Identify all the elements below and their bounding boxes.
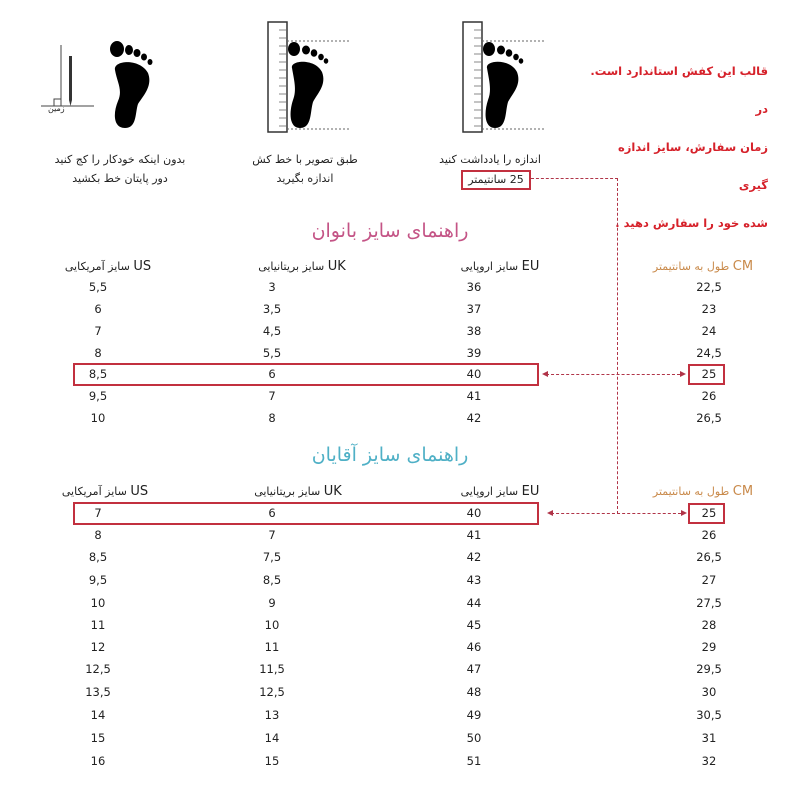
footprint-icon xyxy=(105,38,165,133)
table-cell: 8 xyxy=(94,528,102,542)
table-cell: 29,5 xyxy=(696,662,722,676)
table-cell: 41 xyxy=(466,389,482,403)
table-cell: 31 xyxy=(701,731,717,745)
table-cell: 47 xyxy=(466,662,482,676)
table-cell: 10 xyxy=(90,411,106,425)
step3-caption: اندازه را یادداشت کنید xyxy=(439,153,541,166)
table-cell: 8,5 xyxy=(88,367,108,381)
table-cell: سایز اروپایی xyxy=(460,260,519,273)
table-cell: 42 xyxy=(466,550,482,564)
table-cell: 8,5 xyxy=(262,573,282,587)
table-cell: 8 xyxy=(268,411,276,425)
table-cell: 10 xyxy=(264,618,280,632)
table-cell: زمان سفارش، سایز اندازه گیری xyxy=(618,140,768,192)
table-cell: 6 xyxy=(268,506,276,520)
table-cell: 14 xyxy=(90,708,106,722)
table-cell: 24 xyxy=(701,324,717,338)
table-cell: 51 xyxy=(466,754,482,768)
table-cell: 12 xyxy=(90,640,106,654)
pen-tracing-icon xyxy=(36,40,96,120)
table-cell: UK xyxy=(323,484,342,499)
table-cell: 26,5 xyxy=(696,411,722,425)
ruler-foot-icon xyxy=(460,20,545,135)
table-cell: طول به سانتیمتر xyxy=(652,260,730,273)
table-cell: 4,5 xyxy=(262,324,282,338)
table-cell: EU xyxy=(521,484,540,499)
table-cell: CM xyxy=(732,484,754,499)
table-cell: 50 xyxy=(466,731,482,745)
table-cell: 26 xyxy=(701,389,717,403)
table-cell: 37 xyxy=(466,302,482,316)
table-cell: 24,5 xyxy=(696,346,722,360)
table-cell: 3,5 xyxy=(262,302,282,316)
table-cell: US xyxy=(130,484,149,499)
step1-caption xyxy=(30,150,210,188)
arrow-left-icon xyxy=(542,371,548,377)
measurement-box: 25 سانتیمتر xyxy=(461,170,531,190)
table-cell: 5,5 xyxy=(88,280,108,294)
table-cell: سایز اروپایی xyxy=(460,485,519,498)
table-cell: 6 xyxy=(268,367,276,381)
arrow-left-icon xyxy=(547,510,553,516)
table-cell: 40 xyxy=(466,506,482,520)
header-us xyxy=(58,259,158,274)
table-cell: 25 xyxy=(701,506,717,520)
table-cell: 14 xyxy=(264,731,280,745)
table-cell: 45 xyxy=(466,618,482,632)
table-cell: 10 xyxy=(90,596,106,610)
table-cell: 8,5 xyxy=(88,550,108,564)
header-cm xyxy=(648,259,758,274)
table-cell: 5,5 xyxy=(262,346,282,360)
table-cell: 15 xyxy=(264,754,280,768)
table-cell: 12,5 xyxy=(259,685,285,699)
table-cell: 11 xyxy=(90,618,106,632)
header-cm xyxy=(648,484,758,499)
table-cell: 26,5 xyxy=(696,550,722,564)
connector-line xyxy=(531,178,618,179)
connector-line xyxy=(546,374,680,375)
table-cell: 7 xyxy=(268,528,276,542)
table-cell: 36 xyxy=(466,280,482,294)
table-cell: اندازه بگیرید xyxy=(276,172,334,185)
table-cell: CM xyxy=(732,259,754,274)
table-cell: سایز بریتانیایی xyxy=(258,260,325,273)
table-cell: 9,5 xyxy=(88,573,108,587)
table-cell: 15 xyxy=(90,731,106,745)
table-cell: 28 xyxy=(701,618,717,632)
table-cell: 6 xyxy=(94,302,102,316)
table-cell: US xyxy=(133,259,152,274)
table-cell: 27 xyxy=(701,573,717,587)
table-cell: سایز آمریکایی xyxy=(61,485,127,498)
ground-label: زمین xyxy=(48,104,65,113)
women-size-guide-title: راهنمای سایز بانوان xyxy=(311,220,469,242)
table-cell: 13 xyxy=(264,708,280,722)
table-cell: 9,5 xyxy=(88,389,108,403)
connector-line xyxy=(551,513,681,514)
table-cell: طول به سانتیمتر xyxy=(652,485,730,498)
table-cell: 49 xyxy=(466,708,482,722)
table-cell: 11,5 xyxy=(259,662,285,676)
ruler-foot-icon xyxy=(265,20,350,135)
step2-caption xyxy=(215,150,395,188)
table-cell: 44 xyxy=(466,596,482,610)
header-uk xyxy=(252,259,352,274)
table-cell: 23 xyxy=(701,302,717,316)
table-cell: 41 xyxy=(466,528,482,542)
table-cell: 13,5 xyxy=(85,685,111,699)
header-uk xyxy=(248,484,348,499)
table-cell: قالب این کفش استاندارد است. در xyxy=(590,64,768,116)
table-cell: طبق تصویر با خط کش xyxy=(252,153,358,166)
table-cell: دور پایتان خط بکشید xyxy=(72,172,168,185)
table-cell: 25 xyxy=(701,367,717,381)
table-cell: 26 xyxy=(701,528,717,542)
connector-line xyxy=(617,178,618,514)
table-cell: UK xyxy=(327,259,346,274)
table-cell: 30 xyxy=(701,685,717,699)
table-cell: سایز بریتانیایی xyxy=(254,485,321,498)
header-eu xyxy=(455,484,545,499)
table-cell: 43 xyxy=(466,573,482,587)
table-cell: 11 xyxy=(264,640,280,654)
header-us xyxy=(55,484,155,499)
table-cell: 29 xyxy=(701,640,717,654)
table-cell: 16 xyxy=(90,754,106,768)
table-cell: 7 xyxy=(94,324,102,338)
table-cell: 39 xyxy=(466,346,482,360)
table-cell: سایز آمریکایی xyxy=(64,260,130,273)
table-cell: 38 xyxy=(466,324,482,338)
table-cell: شده خود را سفارش دهید . xyxy=(615,216,768,230)
header-eu xyxy=(455,259,545,274)
table-cell: 7,5 xyxy=(262,550,282,564)
table-cell: 30,5 xyxy=(696,708,722,722)
table-cell: EU xyxy=(521,259,540,274)
table-cell: 7 xyxy=(94,506,102,520)
table-cell: 27,5 xyxy=(696,596,722,610)
table-cell: بدون اینکه خودکار را کج کنید xyxy=(54,153,186,166)
table-cell: 48 xyxy=(466,685,482,699)
table-cell: 22,5 xyxy=(696,280,722,294)
table-cell: 12,5 xyxy=(85,662,111,676)
table-cell: 46 xyxy=(466,640,482,654)
table-cell: 42 xyxy=(466,411,482,425)
table-cell: 7 xyxy=(268,389,276,403)
table-cell: 3 xyxy=(268,280,276,294)
table-cell: 32 xyxy=(701,754,717,768)
men-size-guide-title: راهنمای سایز آقایان xyxy=(311,444,469,466)
table-cell: 40 xyxy=(466,367,482,381)
table-cell: 8 xyxy=(94,346,102,360)
table-cell: 9 xyxy=(268,596,276,610)
